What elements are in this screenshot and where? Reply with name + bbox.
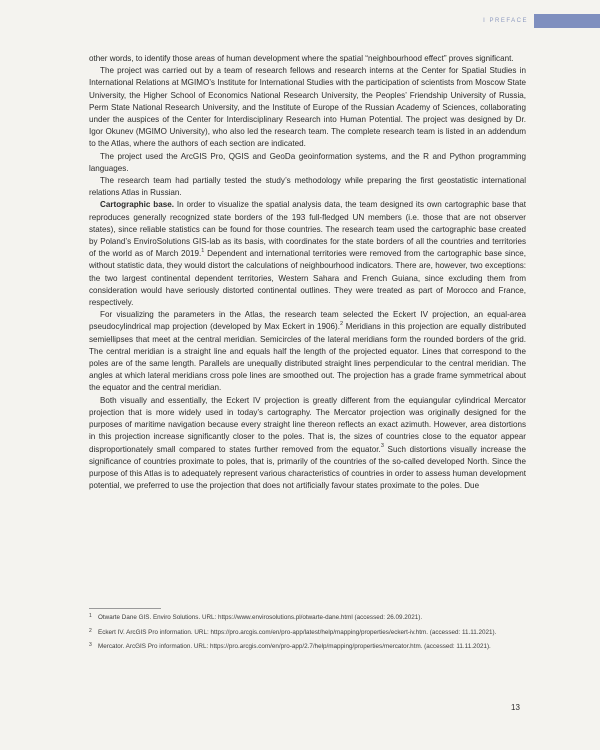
paragraph-3: The project used the ArcGIS Pro, QGIS and GeoDa geoinformation systems, and the R and Python programming languages. bbox=[89, 151, 526, 173]
paragraph-6-text-b: Meridians in this projection are equally distributed semiellipses that meet at the central meridian. Semicircles of the lateral meridians form the rounded borders of the grid. The central meridian is a straight line and equals half the length of the projected equator. Lines that correspond to the poles are of the same length. Parallels are unequally distributed straight lines perpendicular to the central meridian. The angles at which lateral meridians cross pole lines are smoothed out. The projection has a grade frame symmetrical about the equator and the central meridian. bbox=[89, 322, 526, 393]
footnote-ref-1[interactable]: 1 bbox=[201, 247, 205, 254]
footnote-text: Mercator. ArcGIS Pro information. URL: https://pro.arcgis.com/en/pro-app/2.7/help/mapping/properties/mercator.htm. (accessed: 11.11.2021). bbox=[98, 643, 491, 651]
running-header bbox=[483, 14, 600, 28]
paragraph-2: The project was carried out by a team of research fellows and research interns at the Center for Spatial Studies in International Relations at MGIMO’s Institute for International Studies with the participation of scientists from Moscow State University, the Higher School of Economics National Research University, the Peoples’ Friendship University of Russia, Perm State National Research University, and the Institute of Europe of the Russian Academy of Sciences, collaborating under the auspices of the Center for Interdisciplinary Research into Human Potential. The project was designed by Dr. Igor Okunev (MGIMO University), who also led the research team. The complete research team is listed in an addendum to the Atlas, where the authors of each section are indicated. bbox=[89, 66, 526, 149]
footnote-3 bbox=[89, 642, 526, 652]
section-label: I PREFACE bbox=[483, 18, 528, 24]
paragraph-7-text-a: Both visually and essentially, the Eckert IV projection is greatly different from the equiangular cylindrical Mercator projection that is more widely used in today’s cartography. The Mercator projection was originally designed for the purposes of maritime navigation because every straight line thereon reflects an exact azimuth. However, area distortions in this projection increase significantly closer to the poles. That is, the sizes of countries close to the equator appear disproportionately small compared to states further removed from the equator. bbox=[89, 395, 526, 454]
page-number: 13 bbox=[511, 703, 520, 712]
paragraph-mercator-comparison bbox=[89, 395, 526, 493]
paragraph-eckert-projection bbox=[89, 309, 526, 394]
footnote-text: Eckert IV. ArcGIS Pro information. URL: https://pro.arcgis.com/en/pro-app/latest/help/mapping/properties/eckert-iv.htm. (accessed: 11.11.2021). bbox=[98, 628, 497, 636]
paragraph-1: other words, to identify those areas of human development where the spatial “neighbourhood effect” proves significant. bbox=[89, 54, 514, 63]
footnotes bbox=[89, 613, 526, 657]
paragraph-5-text-a: In order to visualize the spatial analysis data, the team designed its own cartographic base that reproduces generally recognized state borders of the 193 full-fledged UN members (i.e. those that are not observer states), since reliable statistics can be found for those countries. The research team used the cartographic base created by Poland’s EnviroSolutions GIS-lab as its basis, with coordinates for the state borders of all the countries and territories of the world as of March 2019. bbox=[89, 200, 526, 259]
footnote-text: Otwarte Dane GIS. Enviro Solutions. URL: https://www.envirosolutions.pl/otwarte-dane.html (accessed: 26.09.2021). bbox=[98, 614, 423, 621]
body-text bbox=[89, 53, 526, 492]
footnote-number: 2 bbox=[89, 627, 92, 634]
cartographic-base-heading: Cartographic base. bbox=[100, 200, 174, 210]
paragraph-6-text-a: For visualizing the parameters in the Atlas, the research team selected the Eckert IV projection, an equal-area pseudocylindrical map projection (developed by Max Eckert in 1906). bbox=[89, 310, 526, 332]
paragraph-4: The research team had partially tested the study’s methodology while preparing the first geostatistic international relations Atlas in Russian. bbox=[89, 176, 526, 198]
footnote-2 bbox=[89, 628, 526, 638]
footnote-number: 3 bbox=[89, 642, 92, 649]
footnote-number: 1 bbox=[89, 613, 92, 619]
footnote-divider bbox=[89, 608, 161, 609]
paragraph-7-text-b: Such distortions visually increase the significance of countries proximate to poles, that is, primarily of the countries of the so-called developed North. Since the purpose of this Atlas is to adequately represent various characteristics of countries in order to assess human development potential, we preferred to use the projection that does not artificially favour states proximate to the poles. Due bbox=[89, 444, 526, 491]
paragraph-cartographic-base bbox=[89, 199, 526, 309]
footnote-ref-2[interactable]: 2 bbox=[339, 320, 344, 327]
footnote-1 bbox=[89, 613, 526, 623]
paragraph-5-text-b: Dependent and international territories were removed from the cartographic base since, without statistic data, they would distort the calculations of neighbourhood indicators. There are, however, two exceptions: the two largest continental dependent territories, Western Sahara and French Guiana, since excluding them from consideration would have seriously distorted continental outlines. They were treated as part of Morocco and France, respectively. bbox=[89, 249, 526, 308]
footnote-ref-3[interactable]: 3 bbox=[380, 442, 384, 449]
section-color-tab bbox=[534, 14, 600, 28]
